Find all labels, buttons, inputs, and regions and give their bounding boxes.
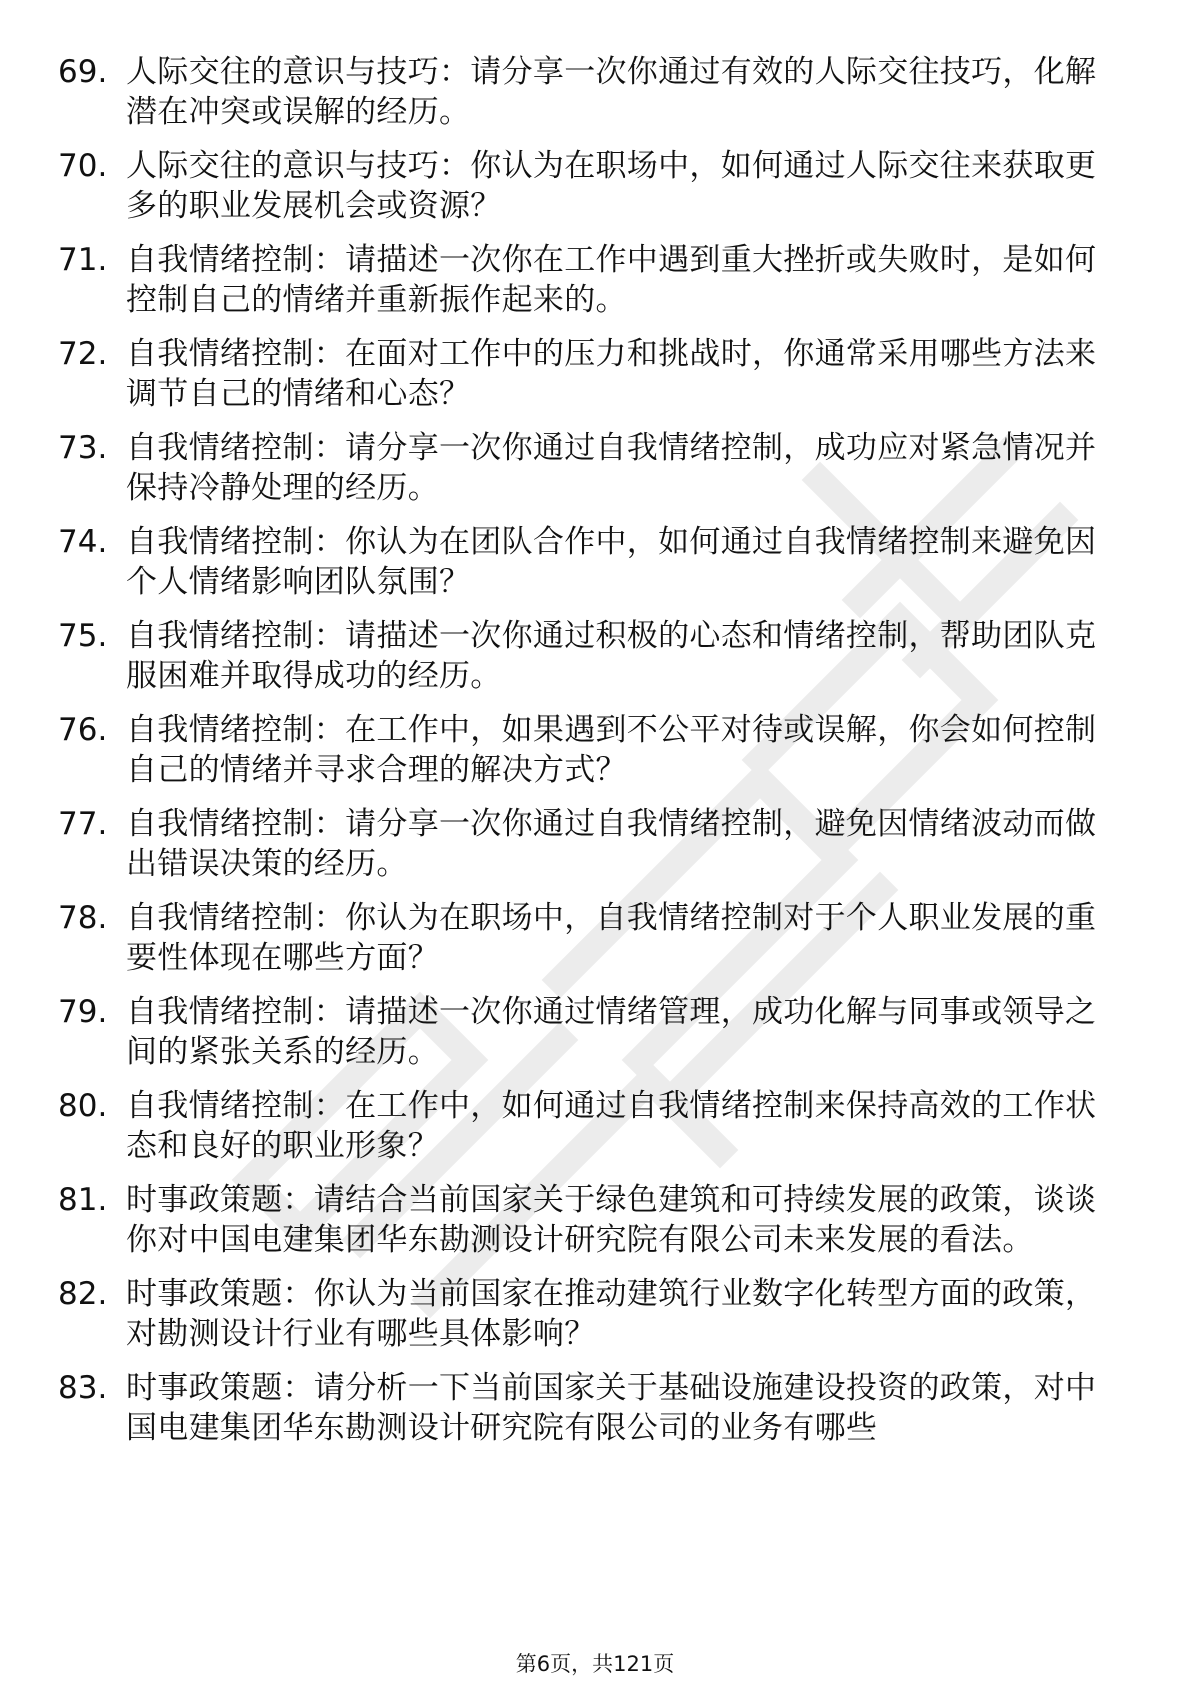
- question-item: [58, 334, 1118, 414]
- question-item: [58, 52, 1118, 132]
- question-item: [58, 992, 1118, 1072]
- question-text: 自我情绪控制：你认为在职场中，自我情绪控制对于个人职业发展的重要性体现在哪些方面？: [126, 900, 1097, 976]
- question-text: 时事政策题：请分析一下当前国家关于基础设施建设投资的政策，对中国电建集团华东勘测设计研究院有限公司的业务有哪些: [126, 1370, 1097, 1446]
- question-number: 83.: [58, 1370, 108, 1406]
- question-item: [58, 804, 1118, 884]
- question-number: 70.: [58, 148, 108, 184]
- question-item: [58, 428, 1118, 508]
- question-text: 自我情绪控制：请分享一次你通过自我情绪控制，避免因情绪波动而做出错误决策的经历。: [126, 806, 1097, 882]
- question-item: [58, 522, 1118, 602]
- question-text: 自我情绪控制：在面对工作中的压力和挑战时，你通常采用哪些方法来调节自己的情绪和心态？: [126, 336, 1097, 412]
- question-number: 72.: [58, 336, 108, 372]
- question-text: 自我情绪控制：你认为在团队合作中，如何通过自我情绪控制来避免因个人情绪影响团队氛围？: [126, 524, 1097, 600]
- page-footer: 第6页，共121页: [515, 1652, 675, 1676]
- question-text: 自我情绪控制：在工作中，如果遇到不公平对待或误解，你会如何控制自己的情绪并寻求合理的解决方式？: [126, 712, 1097, 788]
- question-item: [58, 1180, 1118, 1260]
- question-number: 82.: [58, 1276, 108, 1312]
- question-number: 77.: [58, 806, 108, 842]
- question-text: 人际交往的意识与技巧：你认为在职场中，如何通过人际交往来获取更多的职业发展机会或资源？: [126, 148, 1097, 224]
- question-number: 69.: [58, 54, 108, 90]
- question-item: [58, 146, 1118, 226]
- question-text: 人际交往的意识与技巧：请分享一次你通过有效的人际交往技巧，化解潜在冲突或误解的经历。: [126, 54, 1097, 130]
- question-text: 自我情绪控制：请描述一次你通过积极的心态和情绪控制，帮助团队克服困难并取得成功的经历。: [126, 618, 1097, 694]
- question-number: 79.: [58, 994, 108, 1030]
- question-number: 71.: [58, 242, 108, 278]
- question-number: 74.: [58, 524, 108, 560]
- question-text: 时事政策题：请结合当前国家关于绿色建筑和可持续发展的政策，谈谈你对中国电建集团华东勘测设计研究院有限公司未来发展的看法。: [126, 1182, 1097, 1258]
- question-number: 75.: [58, 618, 108, 654]
- question-item: [58, 616, 1118, 696]
- question-text: 自我情绪控制：在工作中，如何通过自我情绪控制来保持高效的工作状态和良好的职业形象？: [126, 1088, 1097, 1164]
- question-number: 73.: [58, 430, 108, 466]
- question-number: 76.: [58, 712, 108, 748]
- question-item: [58, 240, 1118, 320]
- question-text: 时事政策题：你认为当前国家在推动建筑行业数字化转型方面的政策，对勘测设计行业有哪些具体影响？: [126, 1276, 1097, 1352]
- question-item: [58, 710, 1118, 790]
- question-text: 自我情绪控制：请描述一次你通过情绪管理，成功化解与同事或领导之间的紧张关系的经历。: [126, 994, 1097, 1070]
- question-item: [58, 1274, 1118, 1354]
- question-text: 自我情绪控制：请分享一次你通过自我情绪控制，成功应对紧急情况并保持冷静处理的经历。: [126, 430, 1097, 506]
- question-number: 81.: [58, 1182, 108, 1218]
- question-number: 78.: [58, 900, 108, 936]
- question-number: 80.: [58, 1088, 108, 1124]
- question-item: [58, 898, 1118, 978]
- question-item: [58, 1086, 1118, 1166]
- question-text: 自我情绪控制：请描述一次你在工作中遇到重大挫折或失败时，是如何控制自己的情绪并重新振作起来的。: [126, 242, 1097, 318]
- question-list: [58, 52, 1118, 1462]
- question-item: [58, 1368, 1118, 1448]
